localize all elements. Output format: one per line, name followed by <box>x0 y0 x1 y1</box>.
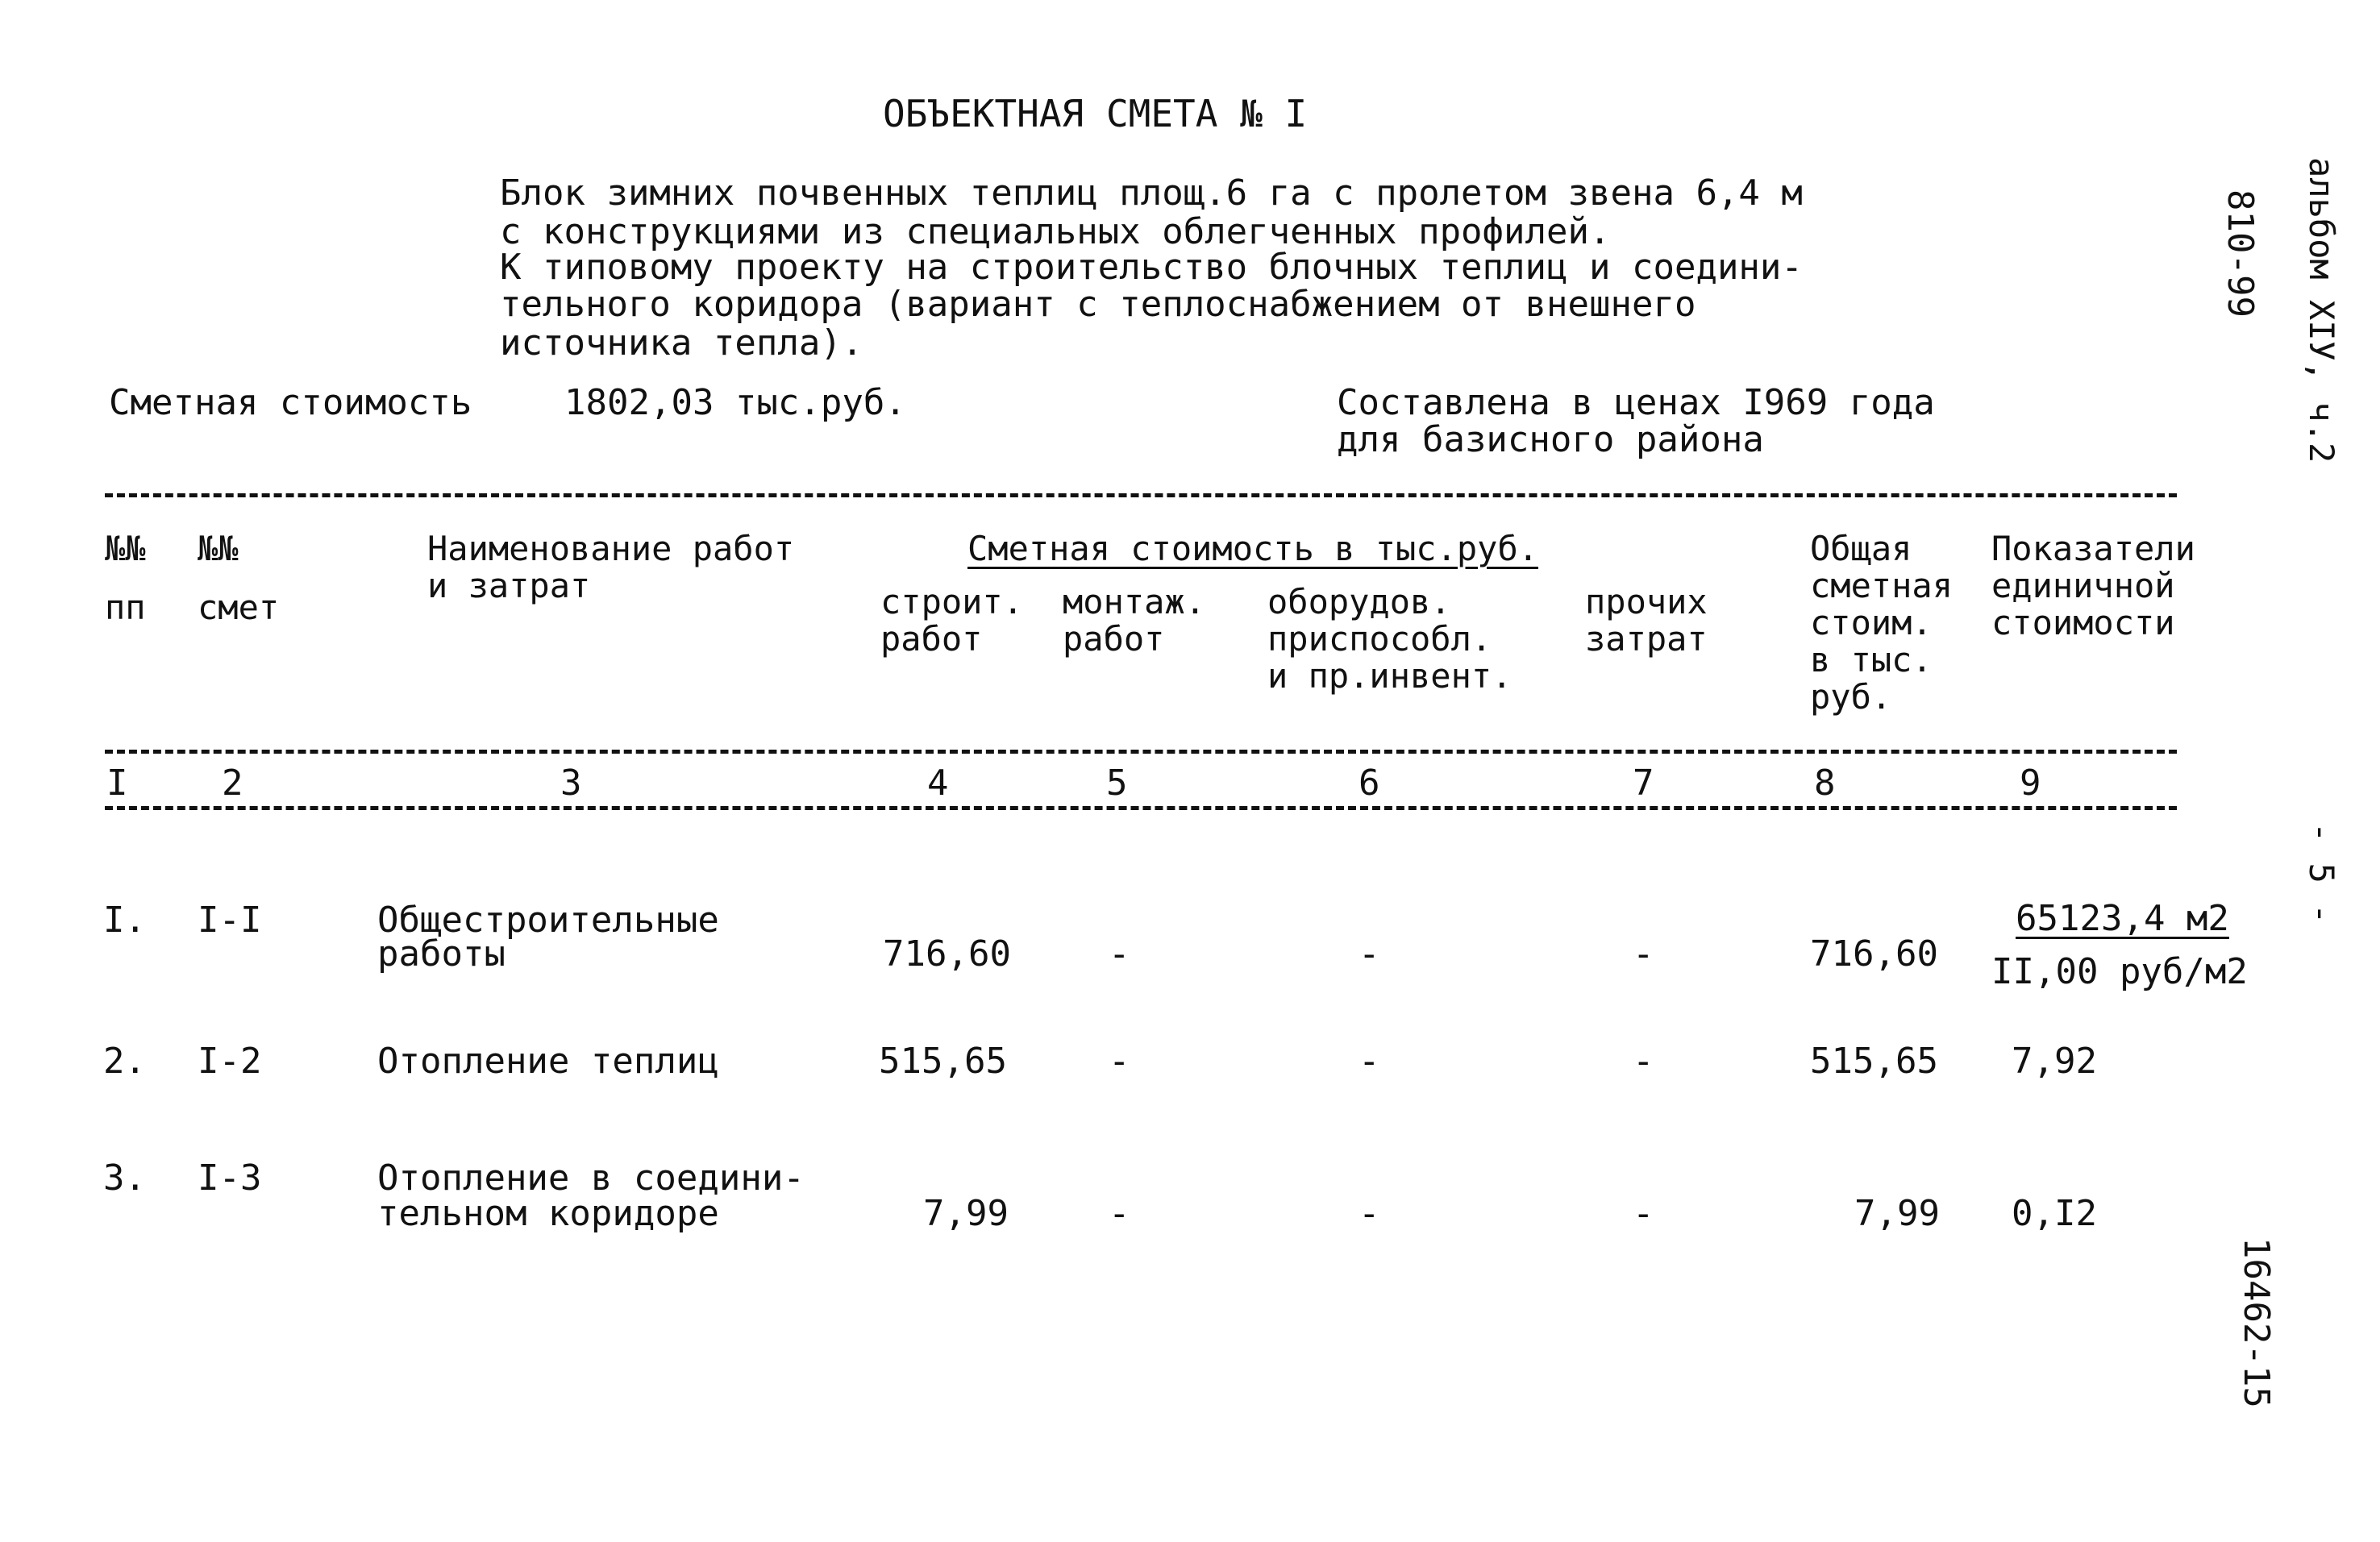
row-number: I. <box>103 900 146 941</box>
row-name: тельном коридоре <box>377 1193 719 1234</box>
column-number: 5 <box>1106 763 1128 804</box>
header-col2: смет <box>198 588 280 627</box>
header-col4: работ <box>880 619 983 659</box>
row-indicator: II,00 руб/м2 <box>1991 951 2248 992</box>
row-number: 3. <box>103 1158 146 1199</box>
column-number: 7 <box>1633 763 1654 804</box>
column-numbers-top-rule <box>105 750 2177 754</box>
header-col6: оборудов. <box>1267 582 1451 621</box>
row-mount: - <box>1109 1193 1130 1234</box>
row-name: Отопление теплиц <box>377 1041 719 1082</box>
header-col8: стоим. <box>1810 603 1933 642</box>
row-other: - <box>1633 933 1654 975</box>
row-indicator: 65123,4 м2 <box>2016 898 2229 939</box>
header-col1: №№ <box>105 529 146 568</box>
header-col7: затрат <box>1585 619 1708 659</box>
header-col3: и затрат <box>427 566 591 605</box>
header-col8: Общая <box>1810 529 1912 568</box>
row-name: Отопление в соедини- <box>377 1158 805 1199</box>
row-smeta: I-I <box>198 900 262 941</box>
row-name: Общестроительные <box>377 900 719 941</box>
header-col6: и пр.инвент. <box>1267 656 1512 696</box>
column-numbers-bottom-rule <box>105 806 2177 810</box>
description-line: с конструкциями из специальных облегченных профилей. <box>500 211 1611 252</box>
series-annotation: 810-99 <box>2220 189 2261 318</box>
code-annotation: 16462-15 <box>2236 1237 2277 1408</box>
row-total: 515,65 <box>1810 1041 1938 1082</box>
header-col9: стоимости <box>1991 603 2175 642</box>
column-number: 8 <box>1814 763 1836 804</box>
header-col4: строит. <box>880 582 1024 621</box>
cost-value: 1802,03 тыс.руб. <box>564 382 906 423</box>
header-col1: пп <box>105 588 146 627</box>
row-smeta: I-3 <box>198 1158 262 1199</box>
header-col5: работ <box>1063 619 1165 659</box>
description-line: тельного коридора (вариант с теплоснабжением от внешнего <box>500 284 1696 325</box>
header-col6: приспособл. <box>1267 619 1492 659</box>
prices-line-1: Составлена в ценах I969 года <box>1337 382 1935 423</box>
header-col8: руб. <box>1810 677 1892 717</box>
header-group-label: Сметная стоимость в тыс.руб. <box>967 529 1539 568</box>
column-number: 3 <box>560 763 582 804</box>
document-title: ОБЪЕКТНАЯ СМЕТА № I <box>883 92 1308 135</box>
description-line: К типовому проекту на строительство блочных теплиц и соедини- <box>500 247 1803 288</box>
row-total: 7,99 <box>1854 1193 1940 1234</box>
row-equip: - <box>1359 1193 1380 1234</box>
row-smeta: I-2 <box>198 1041 262 1082</box>
row-mount: - <box>1109 933 1130 975</box>
row-total: 716,60 <box>1810 933 1938 975</box>
column-number: 9 <box>2020 763 2041 804</box>
row-other: - <box>1633 1041 1654 1082</box>
cost-label: Сметная стоимость <box>109 382 472 423</box>
description-line: источника тепла). <box>500 322 863 364</box>
row-indicator: 7,92 <box>2012 1041 2097 1082</box>
row-equip: - <box>1359 933 1380 975</box>
page-number: - 5 - <box>2302 822 2341 925</box>
header-col8: сметная <box>1810 566 1954 605</box>
header-col2: №№ <box>198 529 239 568</box>
row-build: 515,65 <box>879 1041 1007 1082</box>
row-mount: - <box>1109 1041 1130 1082</box>
row-indicator: 0,I2 <box>2012 1193 2097 1234</box>
row-number: 2. <box>103 1041 146 1082</box>
header-col8: в тыс. <box>1810 640 1933 680</box>
column-number: 6 <box>1359 763 1380 804</box>
row-build: 7,99 <box>923 1193 1009 1234</box>
description-line: Блок зимних почвенных теплиц площ.6 га с пролетом звена 6,4 м <box>500 172 1803 214</box>
column-number: 4 <box>927 763 949 804</box>
column-number: I <box>106 763 128 804</box>
header-col9: единичной <box>1991 566 2175 605</box>
row-equip: - <box>1359 1041 1380 1082</box>
row-build: 716,60 <box>883 933 1011 975</box>
table-top-rule <box>105 493 2177 497</box>
column-number: 2 <box>222 763 243 804</box>
header-col9: Показатели <box>1991 529 2195 568</box>
row-name: работы <box>377 933 506 975</box>
row-other: - <box>1633 1193 1654 1234</box>
album-annotation: альбом XIУ, ч.2 <box>2302 157 2341 463</box>
header-col7: прочих <box>1585 582 1708 621</box>
header-col3: Наименование работ <box>427 529 795 568</box>
prices-line-2: для базисного района <box>1337 419 1764 460</box>
header-col5: монтаж. <box>1063 582 1206 621</box>
